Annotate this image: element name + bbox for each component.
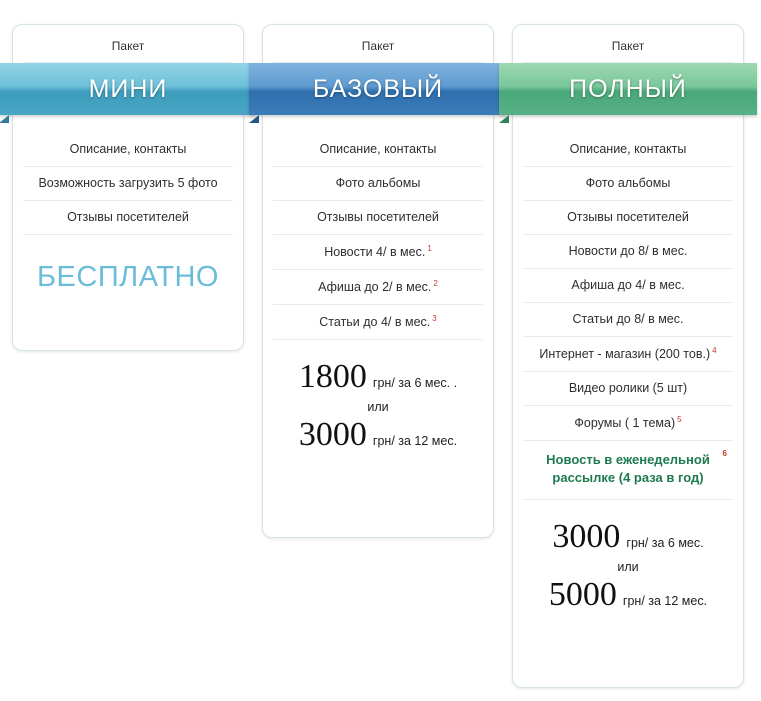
price-amount: 5000 xyxy=(548,576,617,614)
price-unit: грн/ за 12 мес. xyxy=(622,594,708,609)
footnote-marker: 3 xyxy=(432,314,437,324)
feature-label: Интернет - магазин (200 тов.) xyxy=(539,347,711,362)
ribbon-left-fold xyxy=(0,115,9,123)
plan-title-banner-base xyxy=(249,63,507,115)
footnote-marker: 2 xyxy=(433,279,438,289)
feature-item xyxy=(523,133,733,167)
ribbon-left-fold xyxy=(249,115,259,123)
feature-label: Статьи до 8/ в мес. xyxy=(572,312,684,326)
feature-label: Афиша до 2/ в мес. xyxy=(318,280,432,295)
feature-highlight xyxy=(523,441,733,500)
footnote-marker: 1 xyxy=(427,244,432,253)
plan-title: БАЗОВЫЙ xyxy=(312,74,444,103)
price-row-6m xyxy=(273,358,483,396)
price-unit: грн/ за 12 мес. xyxy=(372,434,458,449)
feature-label: Описание, контакты xyxy=(569,142,687,156)
feature-highlight-label: Новость в еженедельной рассылке (4 раза в год) xyxy=(546,452,710,486)
feature-item: Описание, контакты xyxy=(23,133,233,167)
feature-item xyxy=(273,235,483,270)
price-unit: грн/ за 6 мес. . xyxy=(372,376,458,391)
footnote-marker: 4 xyxy=(712,346,717,355)
pricing-card-full xyxy=(512,24,744,688)
price-row-12m xyxy=(523,576,733,614)
plan-title-banner-full xyxy=(499,63,757,115)
feature-label: Новости 4/ в мес. xyxy=(324,245,426,260)
feature-label: Афиша до 4/ в мес. xyxy=(571,278,685,292)
feature-item xyxy=(273,167,483,201)
feature-item xyxy=(273,201,483,235)
feature-item xyxy=(273,305,483,340)
feature-label: Описание, контакты xyxy=(319,142,437,156)
price-amount: 3000 xyxy=(552,518,621,556)
price-block-full xyxy=(523,500,733,614)
feature-list-base xyxy=(273,133,483,340)
feature-item xyxy=(523,337,733,372)
ribbon-left-fold xyxy=(499,115,509,123)
ribbon-right-fold xyxy=(747,115,757,123)
plan-title: МИНИ xyxy=(88,74,168,103)
feature-item: Возможность загрузить 5 фото xyxy=(23,167,233,201)
price-row-6m xyxy=(523,518,733,556)
price-free-label: БЕСПЛАТНО xyxy=(37,261,219,293)
plan-caption: Пакет xyxy=(523,33,733,63)
feature-label: Видео ролики (5 шт) xyxy=(568,381,688,396)
price-block-base xyxy=(273,340,483,454)
feature-label: Статьи до 4/ в мес. xyxy=(319,315,431,330)
feature-item xyxy=(273,270,483,305)
footnote-marker: 6 xyxy=(722,449,727,459)
plan-caption: Пакет xyxy=(23,33,233,63)
feature-item xyxy=(523,201,733,235)
feature-item xyxy=(523,406,733,441)
feature-item xyxy=(273,133,483,167)
price-row-12m xyxy=(273,416,483,454)
feature-item xyxy=(523,372,733,406)
feature-item xyxy=(523,303,733,337)
feature-item: Отзывы посетителей xyxy=(23,201,233,235)
plan-title: ПОЛНЫЙ xyxy=(569,74,687,103)
feature-label: Отзывы посетителей xyxy=(317,210,439,224)
feature-list-mini xyxy=(23,133,233,235)
feature-item xyxy=(523,235,733,269)
feature-item xyxy=(523,167,733,201)
feature-label: Фото альбомы xyxy=(335,176,421,190)
price-amount: 3000 xyxy=(298,416,367,454)
feature-label: Фото альбомы xyxy=(585,176,671,190)
plan-title-banner-mini xyxy=(0,63,257,115)
feature-label: Новости до 8/ в мес. xyxy=(568,244,688,258)
plan-caption: Пакет xyxy=(273,33,483,63)
feature-label: Отзывы посетителей xyxy=(567,210,689,224)
price-separator: или xyxy=(367,400,389,415)
feature-label: Форумы ( 1 тема) xyxy=(574,416,676,431)
price-unit: грн/ за 6 мес. xyxy=(626,536,704,551)
pricing-card-mini xyxy=(12,24,244,351)
footnote-marker: 5 xyxy=(677,415,682,425)
price-separator: или xyxy=(617,560,639,575)
feature-list-full xyxy=(523,133,733,441)
pricing-card-base xyxy=(262,24,494,538)
feature-item xyxy=(523,269,733,303)
price-amount: 1800 xyxy=(298,358,367,396)
